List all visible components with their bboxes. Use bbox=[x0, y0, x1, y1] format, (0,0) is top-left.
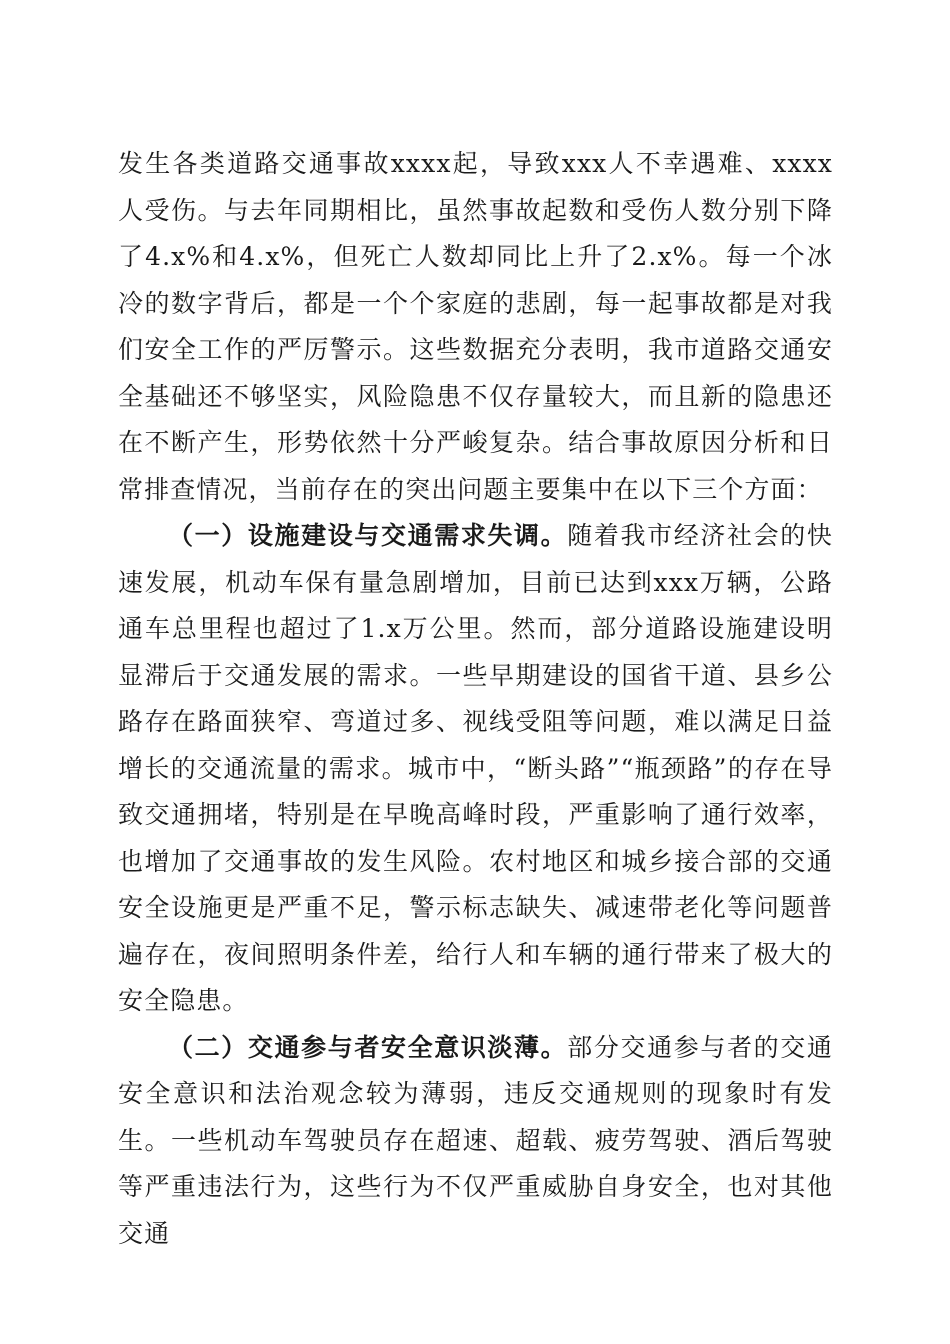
section-1-paragraph bbox=[118, 513, 833, 1025]
section-1-body: 随着我市经济社会的快速发展，机动车保有量急剧增加，目前已达到xxx万辆，公路通车总里程也超过了1.x万公里。然而，部分道路设施建设明显滞后于交通发展的需求。一些早期建设的国省干道、县乡公路存在路面狭窄、弯道过多、视线受阻等问题，难以满足日益增长的交通流量的需求。城市中，“断头路”“瓶颈路”的存在导致交通拥堵，特别是在早晚高峰时段，严重影响了通行效率，也增加了交通事故的发生风险。农村地区和城乡接合部的交通安全设施更是严重不足，警示标志缺失、减速带老化等问题普遍存在，夜间照明条件差，给行人和车辆的通行带来了极大的安全隐患。 bbox=[118, 521, 833, 1015]
section-2-body: 部分交通参与者的交通安全意识和法治观念较为薄弱，违反交通规则的现象时有发生。一些机动车驾驶员存在超速、超载、疲劳驾驶、酒后驾驶等严重违法行为，这些行为不仅严重威胁自身安全，也对其他交通 bbox=[118, 1032, 833, 1248]
intro-paragraph: 发生各类道路交通事故xxxx起，导致xxx人不幸遇难、xxxx人受伤。与去年同期相比，虽然事故起数和受伤人数分别下降了4.x%和4.x%，但死亡人数却同比上升了2.x%。每一个冰冷的数字背后，都是一个个家庭的悲剧，每一起事故都是对我们安全工作的严厉警示。这些数据充分表明，我市道路交通安全基础还不够坚实，风险隐患不仅存量较大，而且新的隐患还在不断产生，形势依然十分严峻复杂。结合事故原因分析和日常排查情况，当前存在的突出问题主要集中在以下三个方面： bbox=[118, 149, 833, 504]
document-body bbox=[118, 141, 833, 1257]
section-2-paragraph bbox=[118, 1025, 833, 1258]
section-2-heading: （二）交通参与者安全意识淡薄。 bbox=[168, 1032, 568, 1062]
section-1-heading: （一）设施建设与交通需求失调。 bbox=[168, 521, 568, 550]
